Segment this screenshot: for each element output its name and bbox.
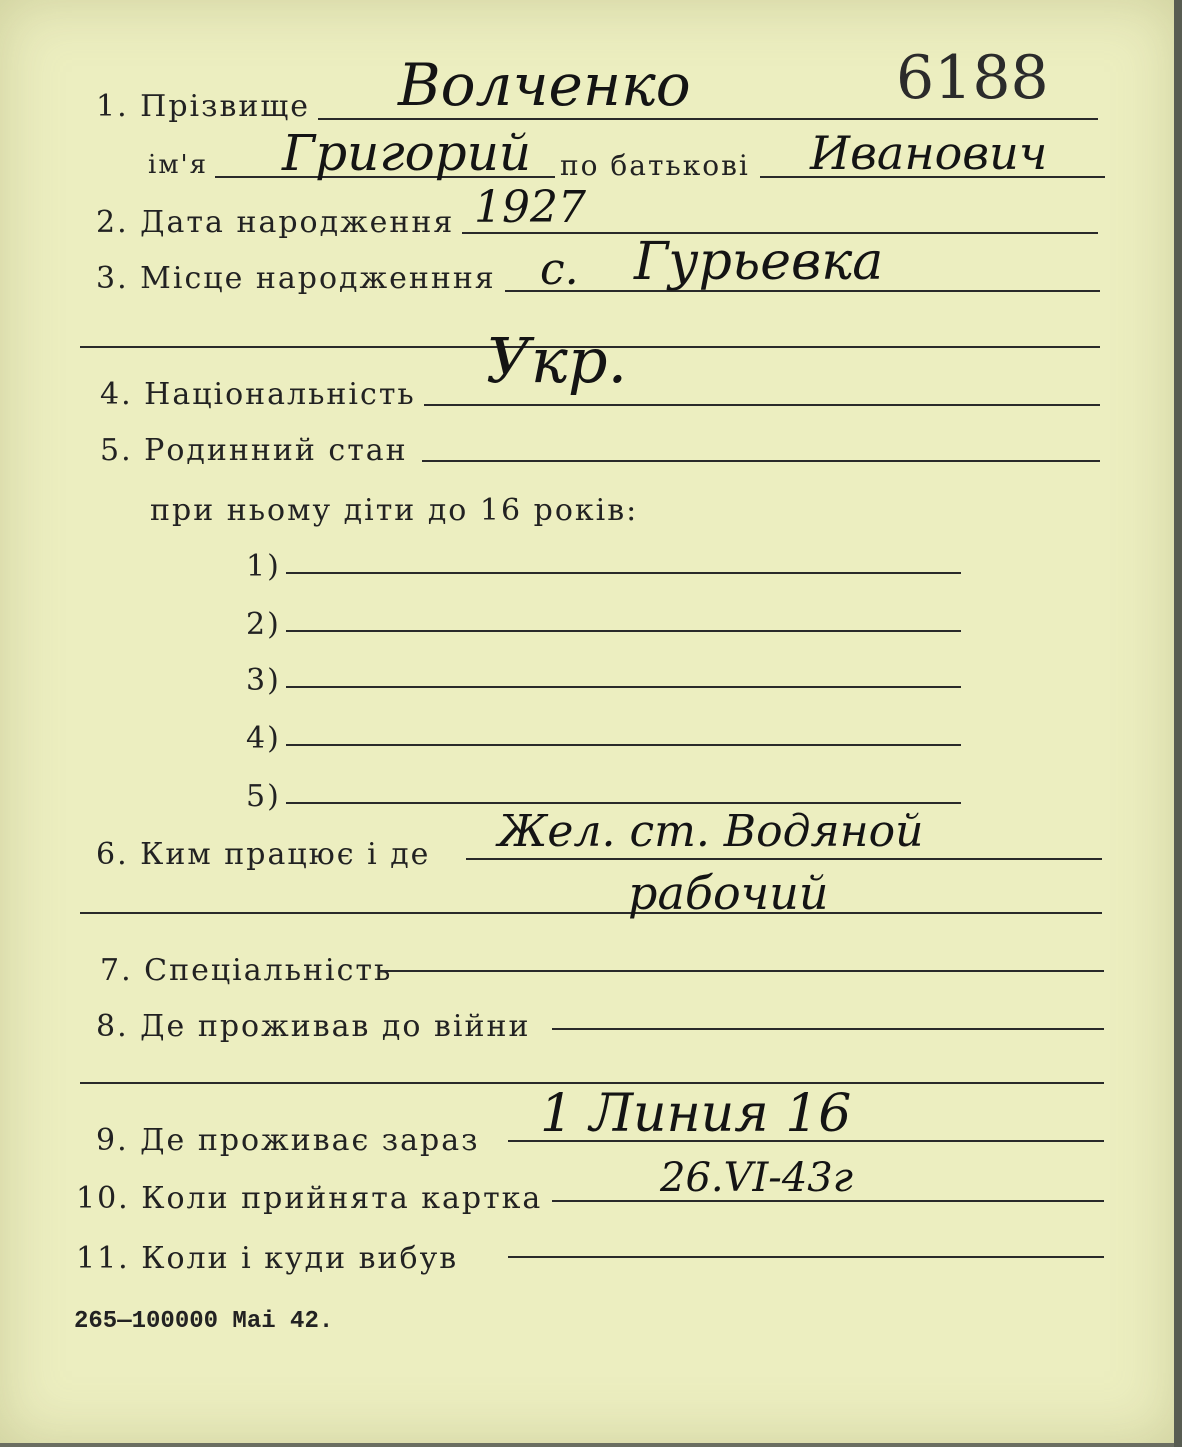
handwritten-work-role: рабочий (628, 866, 829, 920)
field-label-name: ім'я (148, 150, 209, 180)
handwritten-residence-now: 1 Линия 16 (540, 1084, 852, 1144)
field-label-residence-now: 9. Де проживає зараз (96, 1123, 480, 1158)
child-number-2: 2) (246, 607, 281, 642)
child-line-5 (286, 802, 961, 804)
handwritten-surname: Волченко (398, 51, 691, 119)
departure-line (508, 1256, 1104, 1258)
handwritten-birth-place: Гурьевка (634, 232, 884, 292)
child-number-1: 1) (246, 549, 281, 584)
work-line (466, 858, 1102, 860)
field-label-card-date: 10. Коли прийнята картка (76, 1181, 543, 1216)
handwritten-card-number: 6188 (896, 43, 1049, 113)
work-line-2 (80, 912, 1102, 914)
child-number-5: 5) (246, 779, 281, 814)
field-label-specialty: 7. Спеціальність (100, 953, 393, 988)
nationality-line (424, 404, 1100, 406)
child-number-4: 4) (246, 721, 281, 756)
field-label-patronymic: по батькові (560, 149, 750, 182)
handwritten-nationality: Укр. (486, 324, 628, 397)
child-line-3 (286, 686, 961, 688)
field-label-children: при ньому діти до 16 років: (150, 493, 639, 528)
handwritten-work-place: Жел. ст. Водяной (498, 806, 924, 857)
handwritten-card-date: 26.VI-43г (660, 1155, 853, 1201)
residence-before-war-line (552, 1028, 1104, 1030)
field-label-work: 6. Ким працює і де (96, 837, 431, 872)
handwritten-birth-place-prefix: с. (540, 244, 579, 295)
field-label-marital-status: 5. Родинний стан (100, 433, 408, 468)
specialty-line (378, 970, 1104, 972)
marital-status-line (422, 460, 1100, 462)
background-edge (1174, 0, 1182, 1447)
print-code: 265—100000 Mai 42. (74, 1308, 334, 1335)
child-line-1 (286, 572, 961, 574)
field-label-surname: 1. Прізвище (96, 89, 311, 124)
child-line-4 (286, 744, 961, 746)
handwritten-patronymic: Иванович (810, 126, 1048, 180)
field-label-residence-before-war: 8. Де проживав до війни (96, 1009, 531, 1044)
field-label-nationality: 4. Національність (100, 377, 416, 412)
child-line-2 (286, 630, 961, 632)
child-number-3: 3) (246, 663, 281, 698)
handwritten-name: Григорий (282, 124, 532, 182)
field-label-departure: 11. Коли і куди вибув (76, 1241, 459, 1276)
field-label-birth-date: 2. Дата народження (96, 205, 455, 240)
field-label-birth-place: 3. Місце народженння (96, 261, 496, 296)
handwritten-birth-year: 1927 (474, 182, 586, 233)
